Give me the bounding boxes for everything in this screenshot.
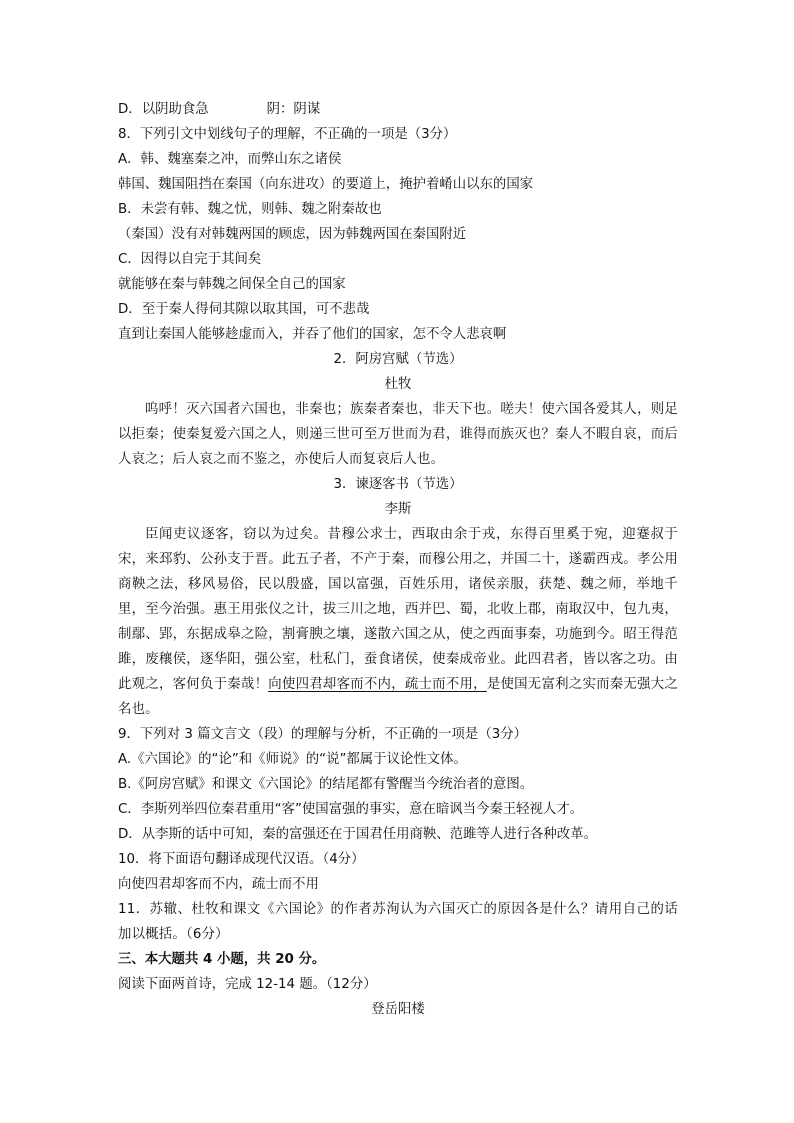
question-10-stem: 10．将下面语句翻译成现代汉语。（4分） (118, 852, 365, 867)
question-9-option-a: A.《六国论》的“论”和《师说》的“说”都属于议论性文体。 (118, 752, 467, 767)
document-page (118, 97, 678, 1022)
option-d-gloss: 阴：阴谋 (266, 102, 321, 117)
text-3-body (118, 522, 678, 722)
text-3-body-main: 臣闻吏议逐客，窃以为过矣。昔穆公求士，西取由余于戎，东得百里奚于宛，迎蹇叔于宋，来邳豹、公孙支于晋。此五子者，不产于秦，而穆公用之，并国二十，遂霸西戎。孝公用商鞅之法，移风易俗，民以殷盛，国以富强，百姓乐用，诸侯亲服，获楚、魏之师，举地千里，至今治强。惠王用张仪之计，拔三川之地，西并巴、蜀，北收上郡，南取汉中，包九夷，制鄢、郢，东据成皋之险，割膏腴之壤，遂散六国之从，使之西面事秦，功施到今。昭王得范雎，废穰侯，逐华阳，强公室，杜私门，蚕食诸侯，使秦成帝业。此四君者，皆以客之功。由此观之，客何负于秦哉！ (118, 527, 678, 692)
question-9-option-c: C．李斯列举四位秦君重用“客”使国富强的事实，意在暗讽当今秦王轻视人才。 (118, 802, 584, 817)
question-10-sentence: 向使四君却客而不内，疏士而不用 (118, 877, 319, 892)
text-2-author: 杜牧 (384, 377, 412, 392)
question-9-option-d: D．从李斯的话中可知，秦的富强还在于国君任用商鞅、范雎等人进行各种改革。 (118, 827, 597, 842)
text-3-title: 3．谏逐客书（节选） (333, 477, 463, 492)
question-8-option-d: D．至于秦人得伺其隙以取其国，可不悲哉 (118, 302, 370, 317)
question-11-stem: 11．苏辙、杜牧和课文《六国论》的作者苏洵认为六国灭亡的原因各是什么？请用自己的话加以概括。（6分） (118, 902, 678, 942)
option-d-line (118, 97, 678, 122)
poem-title: 登岳阳楼 (371, 1002, 425, 1017)
text-2-body: 呜呼！灭六国者六国也，非秦也；族秦者秦也，非天下也。嗟夫！使六国各爱其人，则足以拒秦；使秦复爱六国之人，则递三世可至万世而为君，谁得而族灭也？秦人不暇自哀，而后人哀之；后人哀之而不鉴之，亦使后人而复哀后人也。 (118, 402, 678, 467)
question-8-option-b-translation: （秦国）没有对韩魏两国的顾虑，因为韩魏两国在秦国附近 (118, 227, 467, 242)
text-3-author: 李斯 (384, 502, 412, 517)
question-8-option-c-translation: 就能够在秦与韩魏之间保全自己的国家 (118, 277, 346, 292)
question-8-option-a-translation: 韩国、魏国阻挡在秦国（向东进攻）的要道上，掩护着崤山以东的国家 (118, 177, 534, 192)
section-3-heading: 三、本大题共 4 小题，共 20 分。 (118, 952, 326, 967)
text-3-body-end: 是使国无富利之实而秦无强大之名也。 (118, 677, 678, 717)
question-8-option-d-translation: 直到让秦国人能够趁虚而入，并吞了他们的国家，怎不令人悲哀啊 (118, 327, 507, 342)
option-d-text: D．以阴助食急 (118, 102, 209, 117)
question-9-stem: 9．下列对 3 篇文言文（段）的理解与分析，不正确的一项是（3分） (118, 727, 528, 742)
question-8-stem: 8．下列引文中划线句子的理解，不正确的一项是（3分） (118, 127, 457, 142)
question-9-option-b: B.《阿房宫赋》和课文《六国论》的结尾都有警醒当今统治者的意图。 (118, 777, 534, 792)
question-8-option-c: C．因得以自完于其间矣 (118, 252, 262, 267)
question-8-option-b: B．未尝有韩、魏之忧，则韩、魏之附秦故也 (118, 202, 382, 217)
section-3-instruction: 阅读下面两首诗，完成 12-14 题。（12分） (118, 977, 377, 992)
question-8-option-a: A．韩、魏塞秦之冲，而弊山东之诸侯 (118, 152, 342, 167)
text-3-underlined-sentence: 向使四君却客而不内，疏士而不用， (268, 677, 487, 692)
text-2-title: 2．阿房宫赋（节选） (333, 352, 463, 367)
